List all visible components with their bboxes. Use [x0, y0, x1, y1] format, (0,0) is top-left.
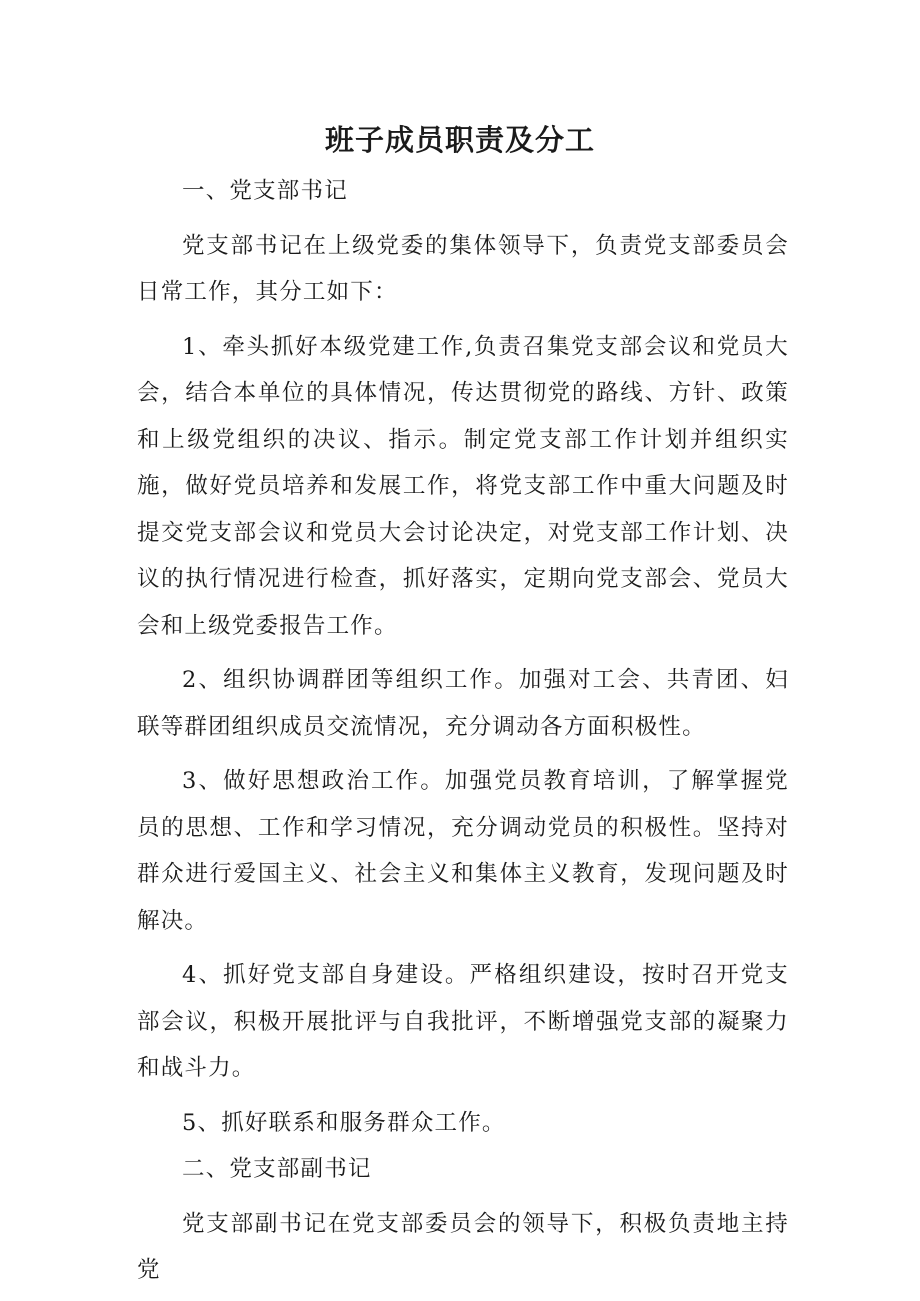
section-heading-deputy-secretary: 二、党支部副书记	[182, 1156, 372, 1182]
paragraph-duty-1: 1、牵头抓好本级党建工作,负责召集党支部会议和党员大会，结合本单位的具体情况，传达贯彻党的路线、方针、政策和上级党组织的决议、指示。制定党支部工作计划并组织实施，做好党员培养和发展工作，将党支部工作中重大问题及时提交党支部会议和党员大会讨论决定，对党支部工作计划、决议的执行情况进行检查，抓好落实，定期向党支部会、党员大会和上级党委报告工作。	[137, 333, 789, 639]
document-body	[137, 168, 789, 1294]
document-title: 班子成员职责及分工	[324, 123, 595, 157]
paragraph-secretary-intro: 党支部书记在上级党委的集体领导下，负责党支部委员会日常工作，其分工如下：	[137, 232, 789, 305]
paragraph-duty-4: 4、抓好党支部自身建设。严格组织建设，按时召开党支部会议，积极开展批评与自我批评，不断增强党支部的凝聚力和战斗力。	[137, 962, 789, 1081]
paragraph-deputy-intro: 党支部副书记在党支部委员会的领导下，积极负责地主持党	[137, 1210, 789, 1283]
paragraph-duty-5: 5、抓好联系和服务群众工作。	[182, 1109, 506, 1136]
section-heading-secretary: 一、党支部书记	[182, 178, 348, 204]
paragraph-duty-3: 3、做好思想政治工作。加强党员教育培训，了解掌握党员的思想、工作和学习情况，充分调动党员的积极性。坚持对群众进行爱国主义、社会主义和集体主义教育，发现问题及时解决。	[137, 768, 789, 934]
paragraph-duty-2: 2、组织协调群团等组织工作。加强对工会、共青团、妇联等群团组织成员交流情况，充分调动各方面积极性。	[137, 667, 789, 740]
